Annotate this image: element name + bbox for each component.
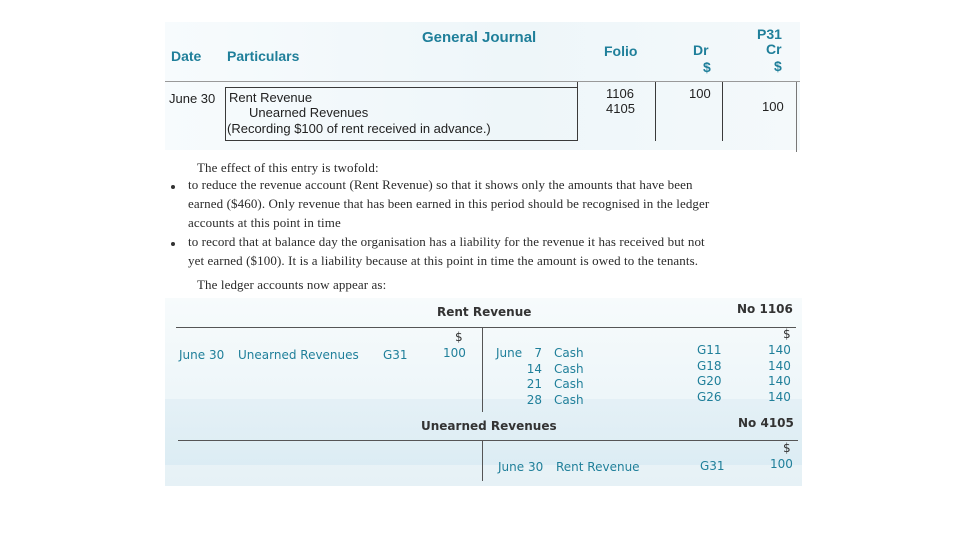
rent-credit-particulars: Cash [554,346,584,360]
journal-col-divider [655,82,656,141]
effect-bullet1-line2: earned ($460). Only revenue that has been earned in this period should be recognised in the ledger [188,196,710,211]
header-dr: Dr [693,42,709,58]
entry-date: June 30 [169,91,216,106]
unearned-revenues-title: Unearned Revenues [421,419,557,433]
rent-debit-amount: 100 [443,346,466,360]
rent-credit-particulars: Cash [554,377,584,391]
journal-entry-bottom-rule [225,140,577,141]
rent-credit-particulars: Cash [554,393,584,407]
rent-credit-day: 7 [534,346,542,360]
unearned-revenues-rule [178,440,798,441]
journal-entry-top-rule [225,87,577,88]
journal-header-rule [165,81,800,82]
rent-debit-folio: G31 [383,348,408,362]
rent-revenue-credit-unit: $ [783,327,791,341]
rent-credit-amount: 140 [768,359,791,373]
journal-col-divider [577,82,578,141]
unearned-credit-unit: $ [783,441,791,455]
entry-dr-amount: 100 [689,86,711,101]
header-cr-unit: $ [774,58,782,74]
effect-bullet1-line1: to reduce the revenue account (Rent Revenue) so that it shows only the amounts that have been [188,177,693,192]
t-account-divider [482,328,483,412]
entry-credit-account: Unearned Revenues [249,105,369,120]
rent-credit-day: 14 [526,362,542,376]
rent-credit-day: 21 [526,377,542,391]
t-account-divider [482,441,483,481]
effect-bullet2-line2: yet earned ($100). It is a liability because at this point in time the amount is owed to the tenants. [188,253,699,268]
effect-bullet1-line3: accounts at this point in time [188,215,341,230]
rent-credit-folio: G26 [697,390,722,404]
effect-outro: The ledger accounts now appear as: [197,277,387,292]
rent-credit-folio: G11 [697,343,722,357]
entry-folio-debit: 1106 [606,86,634,101]
entry-cr-amount: 100 [762,99,784,114]
entry-debit-account: Rent Revenue [229,90,313,105]
header-folio: Folio [604,43,638,59]
rent-revenue-debit-unit: $ [455,330,463,344]
rent-revenue-title: Rent Revenue [437,305,532,319]
rent-credit-folio: G18 [697,359,722,373]
header-dr-unit: $ [703,59,711,75]
journal-col-divider [796,82,797,152]
rent-credit-amount: 140 [768,390,791,404]
journal-title: General Journal [422,29,537,46]
unearned-credit-particulars: Rent Revenue [556,460,640,474]
bullet-dot [171,185,175,189]
header-particulars: Particulars [227,48,300,64]
rent-debit-particulars: Unearned Revenues [238,348,359,362]
rent-credit-folio: G20 [697,374,722,388]
rent-credit-particulars: Cash [554,362,584,376]
journal-col-divider [722,82,723,141]
journal-col-divider [225,87,226,141]
journal-page-ref: P31 [757,26,782,42]
bullet-dot [171,242,175,246]
rent-credit-day: 28 [526,393,542,407]
entry-folio-credit: 4105 [606,101,635,116]
effect-bullet2-line1: to record that at balance day the organisation has a liability for the revenue it has received but not [188,234,705,249]
effect-intro: The effect of this entry is twofold: [197,160,379,175]
rent-revenue-rule [176,327,796,328]
unearned-credit-amount: 100 [770,457,793,471]
rent-credit-amount: 140 [768,374,791,388]
rent-debit-date: June 30 [179,348,225,362]
header-cr: Cr [766,41,782,57]
rent-credit-month: June [496,346,523,360]
entry-narration: (Recording $100 of rent received in advance.) [227,121,491,136]
rent-revenue-number: No 1106 [737,302,793,316]
unearned-credit-date: June 30 [498,460,544,474]
unearned-credit-folio: G31 [700,459,725,473]
unearned-revenues-number: No 4105 [738,416,794,430]
rent-credit-amount: 140 [768,343,791,357]
header-date: Date [171,48,202,64]
